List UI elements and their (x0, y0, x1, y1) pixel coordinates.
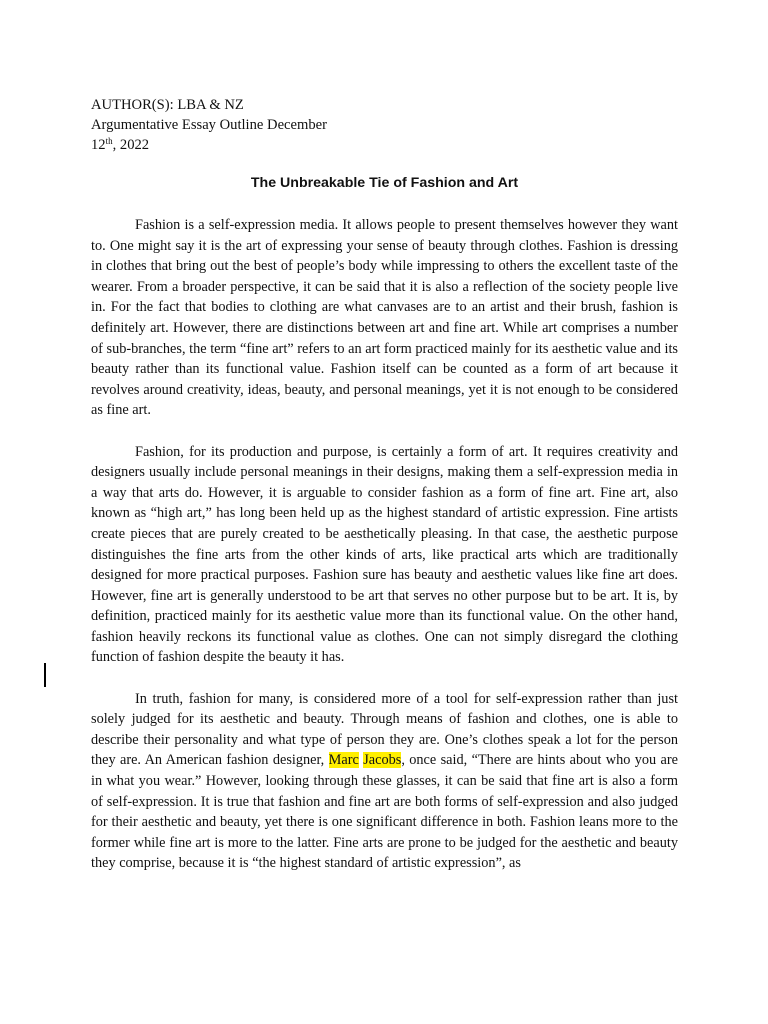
date-day: 12 (91, 137, 106, 153)
paragraph-3-end: , once said, “There are hints about who you are in what you wear.” However, looking through these glasses, it can be said that fine art is also a form of self-expression. It is true that fashion and fine art are both forms of self-expression and also judged for their aesthetic and beauty, yet there is one significant difference in both. Fashion leans more to the former while fine art is more to the latter. Fine arts are prone to be judged for the aesthetic and beauty they comprise, because it is “the highest standard of artistic expression”, as (91, 752, 679, 872)
paragraph-3-start: In truth, fashion for many, is considered more of a tool for self-expression rather than just solely judged for its aesthetic and beauty. Through means of fashion and clothes, one is able to describe their personality and what type of person they are. One’s clothes speak a lot for the person they are. An American fashion designer, (91, 690, 678, 769)
date-line (91, 135, 491, 155)
highlight-jacobs: Jacobs (363, 752, 402, 769)
essay-body[interactable] (91, 215, 678, 874)
text-cursor (44, 663, 46, 687)
date-year: , 2022 (112, 137, 150, 153)
paragraph-2: Fashion, for its production and purpose, is certainly a form of art. It requires creativity and designers usually include personal meanings in their designs, making them a self-expression media in a way that arts do. However, it is arguable to consider fashion as a form of fine art. Fine art, also known as “high art,” has long been held up as the highest standard of artistic expression. Fine artists create pieces that are purely created to be aesthetically pleasing. In that case, the aesthetic purpose distinguishes the fine arts from the other kinds of arts, like practical arts which are traditionally designed for more practical purposes. Fashion sure has beauty and aesthetic values like fine art does. However, fine art is generally understood to be art that serves no other purpose but to be art. It is, by definition, practiced mainly for its aesthetic value more than its functional value. On the other hand, fashion heavily reckons its functional value as clothes. One can not simply disregard the clothing function of fashion despite the beauty it has. (91, 443, 678, 666)
author-line: AUTHOR(S): LBA & NZ (91, 97, 244, 113)
document-header (91, 95, 491, 155)
outline-line: Argumentative Essay Outline December (91, 117, 327, 133)
essay-title: The Unbreakable Tie of Fashion and Art (250, 175, 519, 191)
date-suffix: th (105, 136, 113, 146)
paragraph-3 (91, 689, 678, 874)
highlight-marc: Marc (328, 752, 359, 769)
paragraph-1: Fashion is a self-expression media. It allows people to present themselves however they want to. One might say it is the art of expressing your sense of beauty through clothes. Fashion is dressing in clothes that bring out the best of people’s body while impressing to others the excellent taste of the wearer. From a broader perspective, it can be said that it is also a reflection of the society people live in. For the fact that bodies to clothing are what canvases are to an artist and their brush, fashion is definitely art. However, there are distinctions between art and fine art. While art comprises a number of sub-branches, the term “fine art” refers to an art form practiced mainly for its aesthetic value and its beauty rather than its functional value. Fashion itself can be counted as a form of art because it revolves around creativity, ideas, beauty, and personal meanings, yet it is not enough to be considered as fine art. (91, 217, 678, 419)
